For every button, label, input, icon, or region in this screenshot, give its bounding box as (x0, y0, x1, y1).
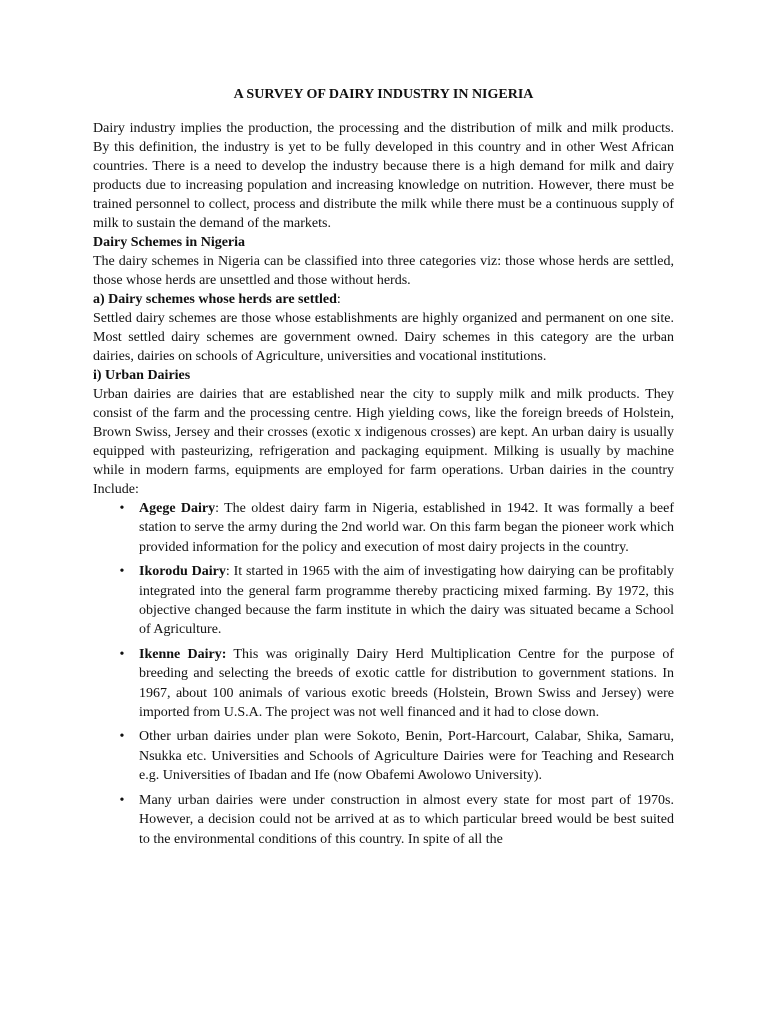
schemes-heading: Dairy Schemes in Nigeria (93, 235, 246, 250)
list-item-name: Ikenne Dairy: (139, 646, 227, 662)
settled-heading-colon: : (336, 292, 341, 307)
list-item (119, 562, 674, 640)
settled-paragraph: Settled dairy schemes are those whose establishments are highly organized and permanent on one site. Most settled dairy schemes are government owned. Dairy schemes in this category are the urban dairies, dairies on schools of Agriculture, universities and vocational institutions. (93, 311, 674, 364)
document-title: A SURVEY OF DAIRY INDUSTRY IN NIGERIA (233, 87, 534, 102)
list-item-name: Agege Dairy (139, 501, 216, 516)
list-item (119, 499, 674, 557)
list-item-text: Many urban dairies were under construction in almost every state for most part of 1970s. However, a decision could not be arrived at as to which particular breed would be best suited to the environmental conditions of this country. In spite of all the (139, 792, 674, 847)
bullet-icon: • (119, 792, 125, 808)
settled-heading-line (93, 290, 674, 309)
list-item-text: This was originally Dairy Herd Multiplication Centre for the purpose of breeding and selecting the breeds of exotic cattle for distribution to government stations. In 1967, about 100 animals of various exotic breeds (Holstein, Brown Swiss and Jersey) were imported from U.S.A. The project was not well financed and it had to close down. (139, 646, 674, 721)
list-item-name: Ikorodu Dairy (139, 564, 226, 580)
list-item (119, 791, 674, 849)
bullet-icon: • (119, 646, 125, 662)
list-item (119, 727, 674, 785)
list-item-text: : It started in 1965 with the aim of investigating how dairying can be profitably integrated into the general farm programme thereby practicing mixed farming. By 1972, this objective changed because the farm institute in which the dairy was situated became a School of Agriculture. (139, 564, 674, 638)
urban-paragraph: Urban dairies are dairies that are established near the city to supply milk and milk products. They consist of the farm and the processing centre. High yielding cows, like the foreign breeds of Holstein, Brown Swiss, Jersey and their crosses (exotic x indigenous crosses) are kept. An urban dairy is usually equipped with pasteurizing, refrigeration and packaging equipment. Milking is usually by machine while in modern farms, equipments are employed for farm operations. Urban dairies in the country Include: (93, 387, 674, 497)
urban-dairies-list (93, 499, 674, 849)
intro-paragraph: Dairy industry implies the production, the processing and the distribution of milk and milk products. By this definition, the industry is yet to be fully developed in this country and in other West African countries. There is a need to develop the industry because there is a high demand for milk and dairy products due to increasing population and increasing knowledge on nutrition. However, there must be trained personnel to collect, process and distribute the milk while there must be a continuous supply of milk to sustain the demand of the markets. (93, 121, 674, 231)
bullet-icon: • (119, 501, 125, 516)
list-item (119, 645, 674, 723)
urban-heading: i) Urban Dairies (93, 368, 191, 383)
bullet-icon: • (119, 564, 125, 580)
schemes-paragraph: The dairy schemes in Nigeria can be classified into three categories viz: those whose herds are settled, those whose herds are unsettled and those without herds. (93, 254, 674, 288)
settled-heading: a) Dairy schemes whose herds are settled (93, 292, 337, 307)
list-item-text: Other urban dairies under plan were Sokoto, Benin, Port-Harcourt, Calabar, Shika, Samaru, Nsukka etc. Universities and Schools of Agriculture Dairies were for Teaching and Research e.g. Universities of Ibadan and Ife (now Obafemi Awolowo University). (139, 729, 674, 784)
list-item-text: : The oldest dairy farm in Nigeria, established in 1942. It was formally a beef station to serve the army during the 2nd world war. On this farm began the pioneer work which provided information for the policy and execution of most dairy projects in the country. (139, 501, 674, 555)
bullet-icon: • (119, 729, 125, 745)
